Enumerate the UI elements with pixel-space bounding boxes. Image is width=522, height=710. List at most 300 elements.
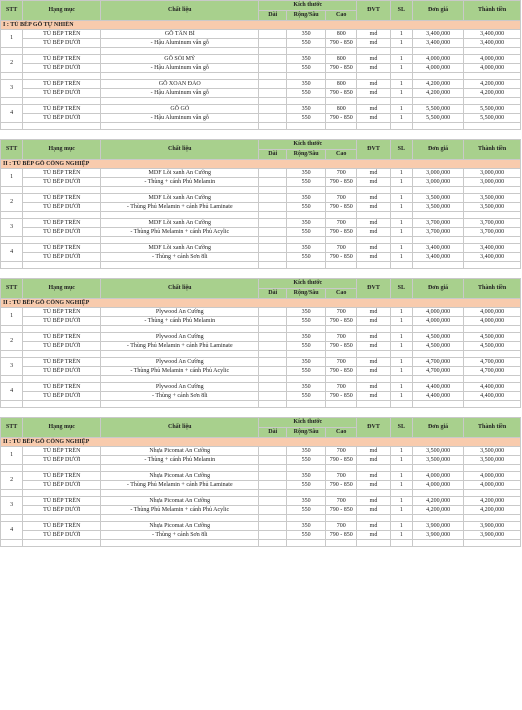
spacer-cell [259, 130, 287, 140]
spacer-cell [23, 408, 101, 418]
height-cell: 790 - 850 [326, 253, 357, 262]
unit-cell: md [357, 105, 390, 114]
spacer-cell [259, 540, 287, 547]
material-cell: - Hậu Aluminum vân gỗ [101, 114, 259, 123]
length-cell [259, 392, 287, 401]
spacer-cell [287, 465, 326, 472]
unit-cell: md [357, 30, 390, 39]
spacer-cell [464, 212, 521, 219]
header-item: Hạng mục [23, 1, 101, 21]
header-qty: SL [390, 1, 412, 21]
spacer-cell [287, 262, 326, 269]
unit-cell: md [357, 308, 390, 317]
item-cell: TỦ BẾP TRÊN [23, 55, 101, 64]
table-row [1, 531, 521, 540]
total-cell: 3,400,000 [464, 30, 521, 39]
item-cell: TỦ BẾP DƯỚI [23, 392, 101, 401]
spacer-row [1, 376, 521, 383]
item-cell: TỦ BẾP DƯỚI [23, 253, 101, 262]
item-number: 4 [1, 383, 23, 401]
spacer-cell [326, 326, 357, 333]
spacer-cell [1, 262, 23, 269]
spacer-cell [326, 465, 357, 472]
height-cell: 790 - 850 [326, 39, 357, 48]
spacer-row [1, 401, 521, 408]
header-material: Chất liệu [101, 140, 259, 160]
height-cell: 800 [326, 105, 357, 114]
price-cell: 4,200,000 [412, 506, 463, 515]
spacer-cell [390, 515, 412, 522]
length-cell [259, 497, 287, 506]
spacer-cell [1, 351, 23, 358]
spacer-cell [357, 237, 390, 244]
material-cell: - Hậu Aluminum vân gỗ [101, 39, 259, 48]
price-cell: 3,400,000 [412, 30, 463, 39]
width-cell: 350 [287, 447, 326, 456]
qty-cell: 1 [390, 342, 412, 351]
unit-cell: md [357, 342, 390, 351]
unit-cell: md [357, 497, 390, 506]
price-cell: 3,400,000 [412, 244, 463, 253]
section-title: II : TỦ BẾP GỖ CÔNG NGHIỆP [1, 160, 521, 169]
width-cell: 350 [287, 105, 326, 114]
price-cell: 4,000,000 [412, 472, 463, 481]
spacer-cell [101, 351, 259, 358]
total-cell: 3,400,000 [464, 39, 521, 48]
spacer-cell [1, 540, 23, 547]
length-cell [259, 89, 287, 98]
price-cell: 3,000,000 [412, 169, 463, 178]
material-cell: GỖ GÕ [101, 105, 259, 114]
header-length: Dài [259, 150, 287, 160]
table-row [1, 367, 521, 376]
spacer-row [1, 465, 521, 472]
spacer-cell [259, 465, 287, 472]
item-cell: TỦ BẾP TRÊN [23, 308, 101, 317]
spacer-cell [287, 237, 326, 244]
item-cell: TỦ BẾP TRÊN [23, 30, 101, 39]
price-cell: 4,200,000 [412, 80, 463, 89]
spacer-cell [390, 351, 412, 358]
spacer-cell [23, 187, 101, 194]
header-total: Thành tiền [464, 418, 521, 438]
qty-cell: 1 [390, 39, 412, 48]
width-cell: 550 [287, 531, 326, 540]
unit-cell: md [357, 522, 390, 531]
spacer-cell [326, 48, 357, 55]
spacer-row [1, 515, 521, 522]
item-cell: TỦ BẾP TRÊN [23, 472, 101, 481]
spacer-cell [101, 490, 259, 497]
price-cell: 4,700,000 [412, 358, 463, 367]
spacer-cell [390, 212, 412, 219]
header-material: Chất liệu [101, 1, 259, 21]
material-cell: MDF Lõi xanh An Cường [101, 194, 259, 203]
spacer-cell [101, 262, 259, 269]
width-cell: 350 [287, 219, 326, 228]
header-unit: ĐVT [357, 418, 390, 438]
item-cell: TỦ BẾP DƯỚI [23, 39, 101, 48]
spacer-cell [390, 187, 412, 194]
spacer-cell [464, 408, 521, 418]
price-cell: 4,500,000 [412, 333, 463, 342]
header-stt: STT [1, 279, 23, 299]
spacer-cell [23, 48, 101, 55]
spacer-cell [464, 515, 521, 522]
item-cell: TỦ BẾP TRÊN [23, 447, 101, 456]
total-cell: 3,500,000 [464, 194, 521, 203]
table-row [1, 358, 521, 367]
spacer-cell [390, 73, 412, 80]
material-cell: Nhựa Picomat An Cường [101, 447, 259, 456]
spacer-cell [357, 187, 390, 194]
total-cell: 3,500,000 [464, 447, 521, 456]
material-cell: MDF Lõi xanh An Cường [101, 219, 259, 228]
spacer-cell [464, 540, 521, 547]
qty-cell: 1 [390, 481, 412, 490]
item-cell: TỦ BẾP DƯỚI [23, 531, 101, 540]
table-row [1, 39, 521, 48]
spacer-cell [390, 98, 412, 105]
height-cell: 790 - 850 [326, 456, 357, 465]
spacer-cell [287, 326, 326, 333]
item-cell: TỦ BẾP TRÊN [23, 105, 101, 114]
qty-cell: 1 [390, 447, 412, 456]
item-number: 2 [1, 194, 23, 212]
total-cell: 3,000,000 [464, 178, 521, 187]
table-row [1, 506, 521, 515]
height-cell: 790 - 850 [326, 531, 357, 540]
material-cell: - Thùng Phủ Melamin + cánh Phủ Laminate [101, 342, 259, 351]
item-number: 2 [1, 472, 23, 490]
total-cell: 4,200,000 [464, 80, 521, 89]
length-cell [259, 169, 287, 178]
spacer-cell [326, 212, 357, 219]
spacer-cell [357, 376, 390, 383]
table-row [1, 383, 521, 392]
length-cell [259, 105, 287, 114]
spacer-cell [1, 48, 23, 55]
unit-cell: md [357, 39, 390, 48]
header-total: Thành tiền [464, 279, 521, 299]
spacer-cell [412, 490, 463, 497]
length-cell [259, 244, 287, 253]
height-cell: 790 - 850 [326, 178, 357, 187]
total-cell: 5,500,000 [464, 114, 521, 123]
width-cell: 350 [287, 472, 326, 481]
total-cell: 3,900,000 [464, 531, 521, 540]
spacer-cell [357, 408, 390, 418]
spacer-cell [259, 98, 287, 105]
spacer-cell [287, 408, 326, 418]
table-row [1, 64, 521, 73]
qty-cell: 1 [390, 30, 412, 39]
unit-cell: md [357, 333, 390, 342]
width-cell: 350 [287, 244, 326, 253]
material-cell: - Thùng + cánh Sơn 8li [101, 253, 259, 262]
spacer-cell [259, 48, 287, 55]
material-cell: - Thùng + cánh Sơn 8li [101, 531, 259, 540]
total-cell: 4,200,000 [464, 497, 521, 506]
spacer-cell [412, 237, 463, 244]
height-cell: 800 [326, 30, 357, 39]
spacer-cell [357, 401, 390, 408]
header-qty: SL [390, 418, 412, 438]
table-row [1, 105, 521, 114]
spacer-cell [464, 269, 521, 279]
spacer-cell [326, 515, 357, 522]
section-title-row [1, 438, 521, 447]
width-cell: 350 [287, 308, 326, 317]
spacer-row [1, 73, 521, 80]
qty-cell: 1 [390, 497, 412, 506]
spacer-cell [357, 515, 390, 522]
spacer-cell [390, 262, 412, 269]
unit-cell: md [357, 114, 390, 123]
length-cell [259, 447, 287, 456]
spacer-cell [287, 515, 326, 522]
spacer-cell [412, 376, 463, 383]
spacer-cell [390, 326, 412, 333]
header-length: Dài [259, 428, 287, 438]
height-cell: 700 [326, 244, 357, 253]
length-cell [259, 342, 287, 351]
header-stt: STT [1, 1, 23, 21]
spacer-cell [1, 408, 23, 418]
spacer-cell [259, 237, 287, 244]
table-row [1, 392, 521, 401]
spacer-cell [357, 98, 390, 105]
item-number: 1 [1, 447, 23, 465]
header-unit: ĐVT [357, 1, 390, 21]
material-cell: - Hậu Aluminum vân gỗ [101, 64, 259, 73]
width-cell: 550 [287, 114, 326, 123]
spacer-cell [101, 187, 259, 194]
item-number: 1 [1, 308, 23, 326]
header-qty: SL [390, 140, 412, 160]
width-cell: 350 [287, 80, 326, 89]
price-cell: 5,500,000 [412, 105, 463, 114]
spacer-cell [23, 237, 101, 244]
material-cell: - Thùng Phủ Melamin + cánh Phủ Acylic [101, 228, 259, 237]
spacer-cell [390, 376, 412, 383]
spacer-cell [101, 73, 259, 80]
price-cell: 4,400,000 [412, 383, 463, 392]
unit-cell: md [357, 481, 390, 490]
spacer-cell [390, 48, 412, 55]
spacer-cell [23, 212, 101, 219]
table-row [1, 30, 521, 39]
item-number: 3 [1, 219, 23, 237]
total-cell: 3,500,000 [464, 456, 521, 465]
height-cell: 700 [326, 333, 357, 342]
table-row [1, 333, 521, 342]
spacer-cell [326, 408, 357, 418]
width-cell: 550 [287, 89, 326, 98]
qty-cell: 1 [390, 506, 412, 515]
spacer-cell [259, 490, 287, 497]
total-cell: 3,000,000 [464, 169, 521, 178]
spacer-cell [412, 212, 463, 219]
section-title-row [1, 299, 521, 308]
height-cell: 790 - 850 [326, 228, 357, 237]
total-cell: 4,200,000 [464, 89, 521, 98]
item-cell: TỦ BẾP TRÊN [23, 219, 101, 228]
spacer-cell [23, 490, 101, 497]
spacer-cell [101, 515, 259, 522]
spacer-cell [23, 465, 101, 472]
spacer-cell [259, 73, 287, 80]
spacer-cell [326, 490, 357, 497]
height-cell: 790 - 850 [326, 64, 357, 73]
height-cell: 700 [326, 169, 357, 178]
header-size: Kích thước [259, 140, 357, 150]
spacer-cell [287, 187, 326, 194]
table-row [1, 472, 521, 481]
unit-cell: md [357, 383, 390, 392]
table-row [1, 55, 521, 64]
spacer-cell [464, 262, 521, 269]
item-cell: TỦ BẾP TRÊN [23, 194, 101, 203]
table-row [1, 89, 521, 98]
header-width: Rộng/Sâu [287, 289, 326, 299]
spacer-cell [464, 123, 521, 130]
price-cell: 3,700,000 [412, 228, 463, 237]
spacer-cell [259, 123, 287, 130]
qty-cell: 1 [390, 228, 412, 237]
qty-cell: 1 [390, 253, 412, 262]
item-number: 4 [1, 105, 23, 123]
spacer-cell [464, 48, 521, 55]
height-cell: 800 [326, 80, 357, 89]
spacer-cell [1, 123, 23, 130]
length-cell [259, 253, 287, 262]
spacer-cell [357, 540, 390, 547]
spacer-row [1, 326, 521, 333]
table-row [1, 194, 521, 203]
spacer-cell [326, 262, 357, 269]
total-cell: 4,000,000 [464, 55, 521, 64]
header-item: Hạng mục [23, 279, 101, 299]
price-cell: 3,400,000 [412, 253, 463, 262]
material-cell: Plywood An Cường [101, 383, 259, 392]
total-cell: 3,700,000 [464, 228, 521, 237]
spacer-cell [390, 540, 412, 547]
header-width: Rộng/Sâu [287, 150, 326, 160]
spacer-cell [390, 123, 412, 130]
spacer-row [1, 490, 521, 497]
spacer-row [1, 269, 521, 279]
height-cell: 790 - 850 [326, 89, 357, 98]
spacer-cell [326, 376, 357, 383]
spacer-cell [23, 515, 101, 522]
spacer-cell [326, 351, 357, 358]
spacer-cell [101, 401, 259, 408]
header-total: Thành tiền [464, 140, 521, 160]
table-row [1, 244, 521, 253]
header-length: Dài [259, 289, 287, 299]
spacer-cell [326, 123, 357, 130]
length-cell [259, 317, 287, 326]
material-cell: GỖ TẦN BÌ [101, 30, 259, 39]
item-cell: TỦ BẾP DƯỚI [23, 64, 101, 73]
spacer-cell [357, 123, 390, 130]
price-cell: 4,200,000 [412, 89, 463, 98]
width-cell: 550 [287, 228, 326, 237]
price-cell: 4,000,000 [412, 317, 463, 326]
price-cell: 3,000,000 [412, 178, 463, 187]
spacer-cell [101, 130, 259, 140]
spacer-row [1, 408, 521, 418]
width-cell: 350 [287, 169, 326, 178]
spacer-cell [287, 130, 326, 140]
spacer-cell [390, 130, 412, 140]
height-cell: 790 - 850 [326, 481, 357, 490]
section-title: II : TỦ BẾP GỖ CÔNG NGHIỆP [1, 299, 521, 308]
item-cell: TỦ BẾP TRÊN [23, 80, 101, 89]
spacer-cell [326, 187, 357, 194]
length-cell [259, 367, 287, 376]
header-item: Hạng mục [23, 418, 101, 438]
spacer-cell [326, 237, 357, 244]
table-row [1, 497, 521, 506]
length-cell [259, 80, 287, 89]
header-width: Rộng/Sâu [287, 428, 326, 438]
material-cell: - Thùng + cánh Phủ Melamin [101, 317, 259, 326]
length-cell [259, 472, 287, 481]
total-cell: 3,900,000 [464, 522, 521, 531]
material-cell: MDF Lõi xanh An Cường [101, 169, 259, 178]
height-cell: 700 [326, 194, 357, 203]
item-cell: TỦ BẾP DƯỚI [23, 228, 101, 237]
spacer-cell [259, 262, 287, 269]
unit-cell: md [357, 506, 390, 515]
header-height: Cao [326, 150, 357, 160]
spacer-cell [1, 73, 23, 80]
spacer-cell [23, 123, 101, 130]
item-cell: TỦ BẾP DƯỚI [23, 114, 101, 123]
width-cell: 350 [287, 194, 326, 203]
header-material: Chất liệu [101, 279, 259, 299]
spacer-cell [259, 351, 287, 358]
table-row [1, 447, 521, 456]
length-cell [259, 178, 287, 187]
spacer-cell [259, 408, 287, 418]
table-row [1, 219, 521, 228]
length-cell [259, 308, 287, 317]
qty-cell: 1 [390, 219, 412, 228]
width-cell: 550 [287, 506, 326, 515]
table-row [1, 80, 521, 89]
length-cell [259, 39, 287, 48]
table-row [1, 114, 521, 123]
height-cell: 800 [326, 55, 357, 64]
width-cell: 350 [287, 333, 326, 342]
item-cell: TỦ BẾP DƯỚI [23, 342, 101, 351]
spacer-row [1, 187, 521, 194]
unit-cell: md [357, 80, 390, 89]
spacer-row [1, 237, 521, 244]
spacer-row [1, 123, 521, 130]
spacer-cell [23, 540, 101, 547]
spacer-cell [412, 515, 463, 522]
item-number: 1 [1, 169, 23, 187]
spacer-cell [412, 73, 463, 80]
qty-cell: 1 [390, 194, 412, 203]
unit-cell: md [357, 178, 390, 187]
total-cell: 3,500,000 [464, 203, 521, 212]
qty-cell: 1 [390, 64, 412, 73]
